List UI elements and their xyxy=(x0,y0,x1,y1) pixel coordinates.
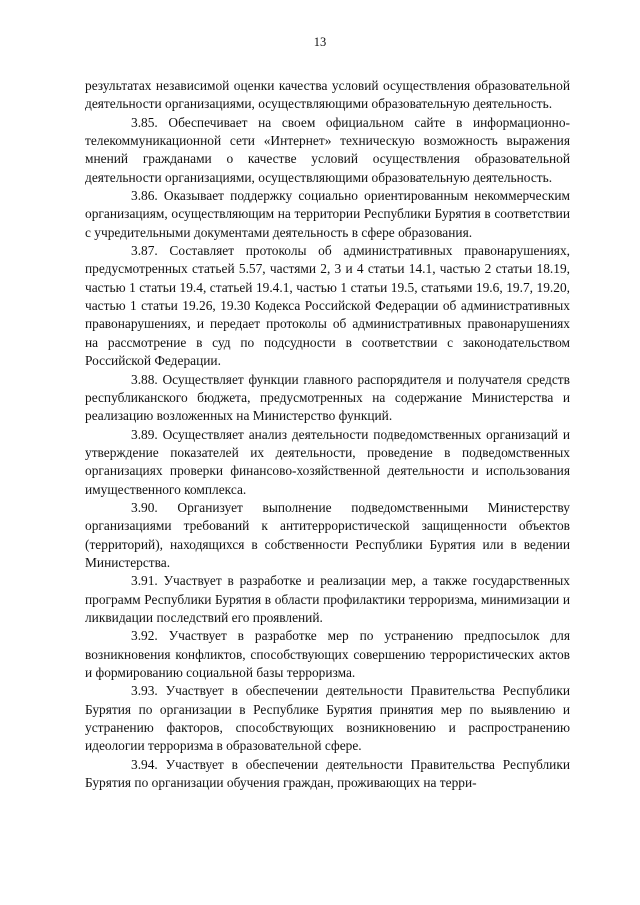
paragraph-3-91: 3.91. Участвует в разработке и реализации мер, а также государственных программ Республики Бурятия в области профилактики терроризма, минимизации и ликвидации последствий его проявлений. xyxy=(85,573,570,625)
paragraph-continuation: результатах независимой оценки качества условий осуществления образовательной деятельности организациями, осуществляющими образовательную деятельность. xyxy=(85,78,570,112)
paragraph-3-92: 3.92. Участвует в разработке мер по устранению предпосылок для возникновения конфликтов, способствующих совершению террористических актов и формированию социальной базы терроризма. xyxy=(85,628,570,680)
paragraph-3-90: 3.90. Организует выполнение подведомственными Министерству организациями требований к антитеррористической защищенности объектов (территорий), находящихся в собственности Республики Бурятия или в ведении Министерства. xyxy=(85,499,570,570)
paragraph-3-85: 3.85. Обеспечивает на своем официальном сайте в информационно-телекоммуникационной сети «Интернет» техническую возможность выражения мнений гражданами о качестве условий осуществления образовательной деятельности организациями, осуществляющими образовательную деятельность. xyxy=(85,114,570,185)
paragraph-3-89: 3.89. Осуществляет анализ деятельности подведомственных организаций и утверждение показателей их деятельности, проведение в подведомственных организациях проверки финансово-хозяйственной деятельности и использования имущественного комплекса. xyxy=(85,426,570,497)
paragraph-3-93: 3.93. Участвует в обеспечении деятельности Правительства Республики Бурятия по организации в Республике Бурятия принятия мер по выявлению и устранению факторов, способствующих возникновению и распространению идеологии терроризма в образовательной сфере. xyxy=(85,683,570,754)
document-body xyxy=(85,77,570,792)
paragraph-3-88: 3.88. Осуществляет функции главного распорядителя и получателя средств республиканского бюджета, предусмотренных на содержание Министерства и реализацию возложенных на Министерство функций. xyxy=(85,371,570,424)
paragraph-3-86: 3.86. Оказывает поддержку социально ориентированным некоммерческим организациям, осуществляющим на территории Республики Бурятия в соответствии с учредительными документами деятельность в сфере образования. xyxy=(85,188,570,240)
page-number: 13 xyxy=(313,35,327,49)
paragraph-3-94: 3.94. Участвует в обеспечении деятельности Правительства Республики Бурятия по организации обучения граждан, проживающих на терри- xyxy=(85,756,570,791)
paragraph-3-87: 3.87. Составляет протоколы об административных правонарушениях, предусмотренных статьей 5.57, частями 2, 3 и 4 статьи 14.1, частью 2 статьи 18.19, частью 1 статьи 19.4, статьей 19.4.1, частью 1 статьи 19.5, статьями 19.6, 19.7, 19.20, частью 1 статьи 19.26, 19.30 Кодекса Российской Федерации об административных правонарушениях, и передает протоколы об административных правонарушениях на рассмотрение в суд по подсудности в соответствии с законодательством Российской Федерации. xyxy=(85,243,570,369)
